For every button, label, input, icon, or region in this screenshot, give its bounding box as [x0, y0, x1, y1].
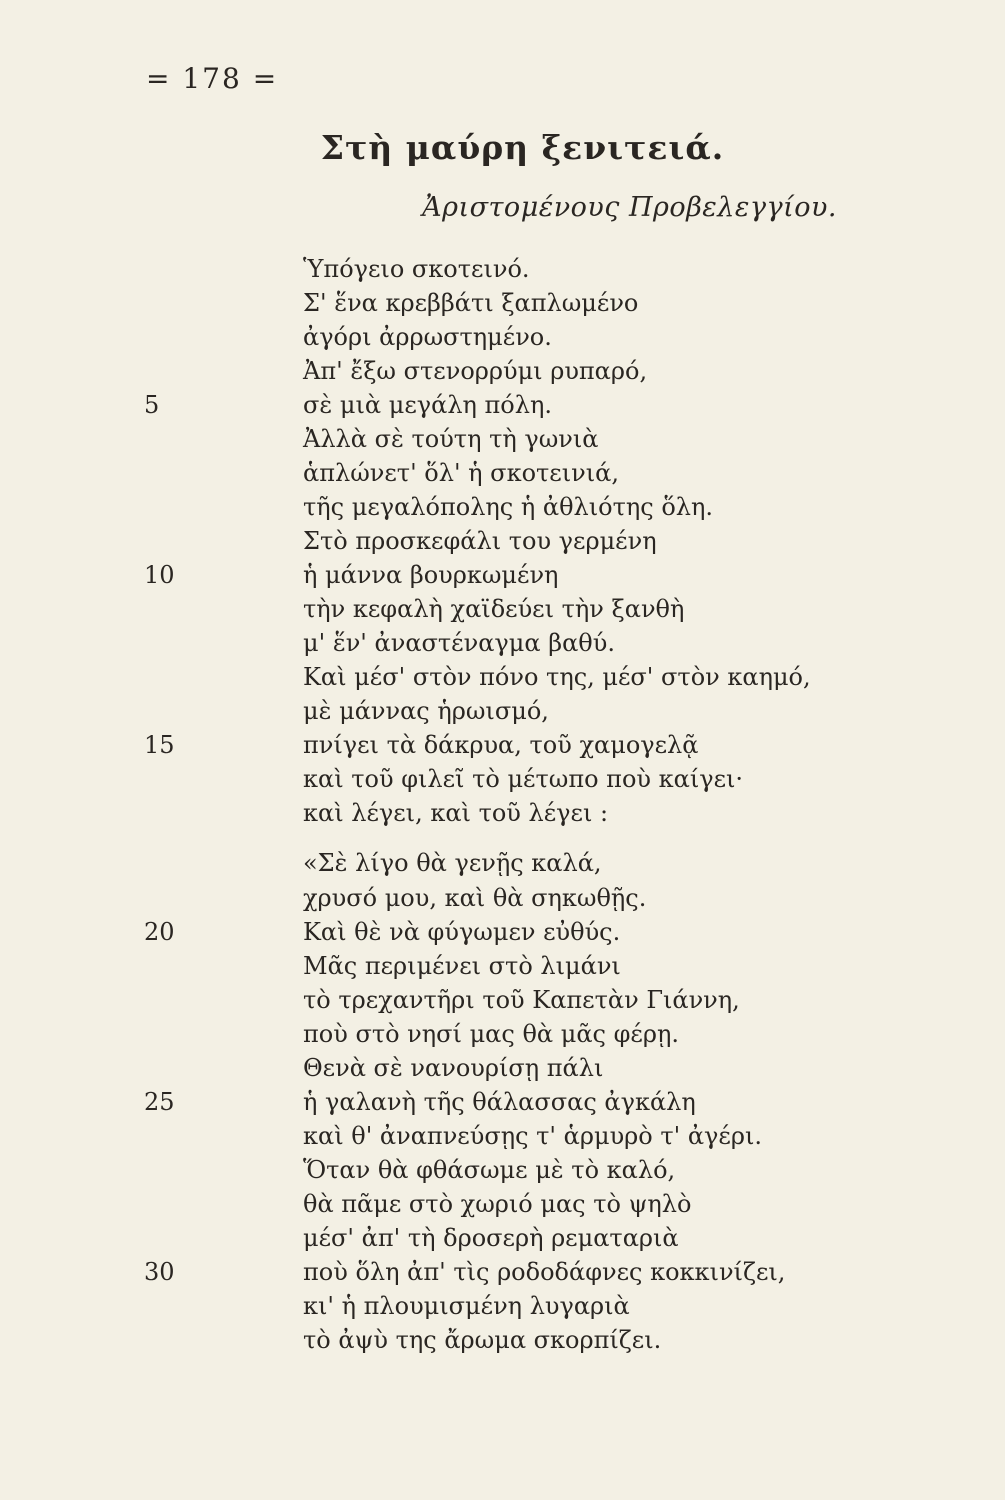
poem-line: σὲ μιὰ μεγάλη πόλη.	[303, 391, 552, 419]
line-number: 5	[144, 391, 160, 419]
poem-line: Μᾶς περιμένει στὸ λιμάνι	[303, 952, 621, 980]
poem-line: Ἀπ' ἔξω στενορρύμι ρυπαρό,	[303, 357, 648, 385]
poem-line: Θενὰ σὲ νανουρίσῃ πάλι	[303, 1054, 604, 1082]
poem-line: ἁπλώνετ' ὅλ' ἡ σκοτεινιά,	[303, 459, 619, 487]
poem-line: τὴν κεφαλὴ χαϊδεύει τὴν ξανθὴ	[303, 595, 685, 623]
page-number: = 178 =	[146, 62, 279, 95]
line-number: 10	[144, 561, 175, 589]
line-number: 30	[144, 1258, 175, 1286]
poem-line: τὸ τρεχαντῆρι τοῦ Καπετὰν Γιάννη,	[303, 986, 740, 1014]
poem-line: Σ' ἕνα κρεββάτι ξαπλωμένο	[303, 289, 639, 317]
poem-line: Ἀλλὰ σὲ τούτη τὴ γωνιὰ	[303, 425, 599, 453]
poem-line: καὶ λέγει, καὶ τοῦ λέγει :	[303, 799, 609, 827]
poem-line: θὰ πᾶμε στὸ χωριό μας τὸ ψηλὸ	[303, 1190, 692, 1218]
line-number: 20	[144, 918, 175, 946]
poem-line: πνίγει τὰ δάκρυα, τοῦ χαμογελᾷ	[303, 731, 699, 759]
poem-line: μέσ' ἀπ' τὴ δροσερὴ ρεματαριὰ	[303, 1224, 679, 1252]
poem-line: μ' ἕν' ἀναστέναγμα βαθύ.	[303, 629, 615, 657]
poem-line: καὶ τοῦ φιλεῖ τὸ μέτωπο ποὺ καίγει·	[303, 765, 744, 793]
poem-title: Στὴ μαύρη ξενιτειά.	[320, 128, 725, 167]
poem-line: ἀγόρι ἀρρωστημένο.	[303, 323, 552, 351]
poem-line: ποὺ στὸ νησί μας θὰ μᾶς φέρῃ.	[303, 1020, 679, 1048]
poem-line: ποὺ ὅλη ἀπ' τὶς ροδοδάφνες κοκκινίζει,	[303, 1258, 786, 1286]
poem-line: Καὶ θὲ νὰ φύγωμεν εὐθύς.	[303, 918, 621, 946]
line-number: 15	[144, 731, 175, 759]
poem-line: ἡ μάννα βουρκωμένη	[303, 561, 559, 589]
poem-line: μὲ μάννας ἡρωισμό,	[303, 697, 549, 725]
poem-author: Ἀριστομένους Προβελεγγίου.	[422, 192, 837, 223]
poem-line: Ὅταν θὰ φθάσωμε μὲ τὸ καλό,	[303, 1156, 676, 1184]
poem-line: Στὸ προσκεφάλι του γερμένη	[303, 527, 657, 555]
poem-line: κι' ἡ πλουμισμένη λυγαριὰ	[303, 1292, 630, 1320]
poem-line: τὸ ἀψὺ της ἄρωμα σκορπίζει.	[303, 1326, 662, 1354]
poem-line: Ὑπόγειο σκοτεινό.	[303, 255, 530, 283]
poem-line: Καὶ μέσ' στὸν πόνο της, μέσ' στὸν καημό,	[303, 663, 811, 691]
poem-line: καὶ θ' ἀναπνεύσῃς τ' ἁρμυρὸ τ' ἀγέρι.	[303, 1122, 762, 1150]
poem-line: «Σὲ λίγο θὰ γενῇς καλά,	[303, 849, 602, 877]
poem-line: χρυσό μου, καὶ θὰ σηκωθῇς.	[303, 884, 647, 912]
poem-line: ἡ γαλανὴ τῆς θάλασσας ἀγκάλη	[303, 1088, 696, 1116]
line-number: 25	[144, 1088, 175, 1116]
poem-line: τῆς μεγαλόπολης ἡ ἀθλιότης ὅλη.	[303, 493, 713, 521]
